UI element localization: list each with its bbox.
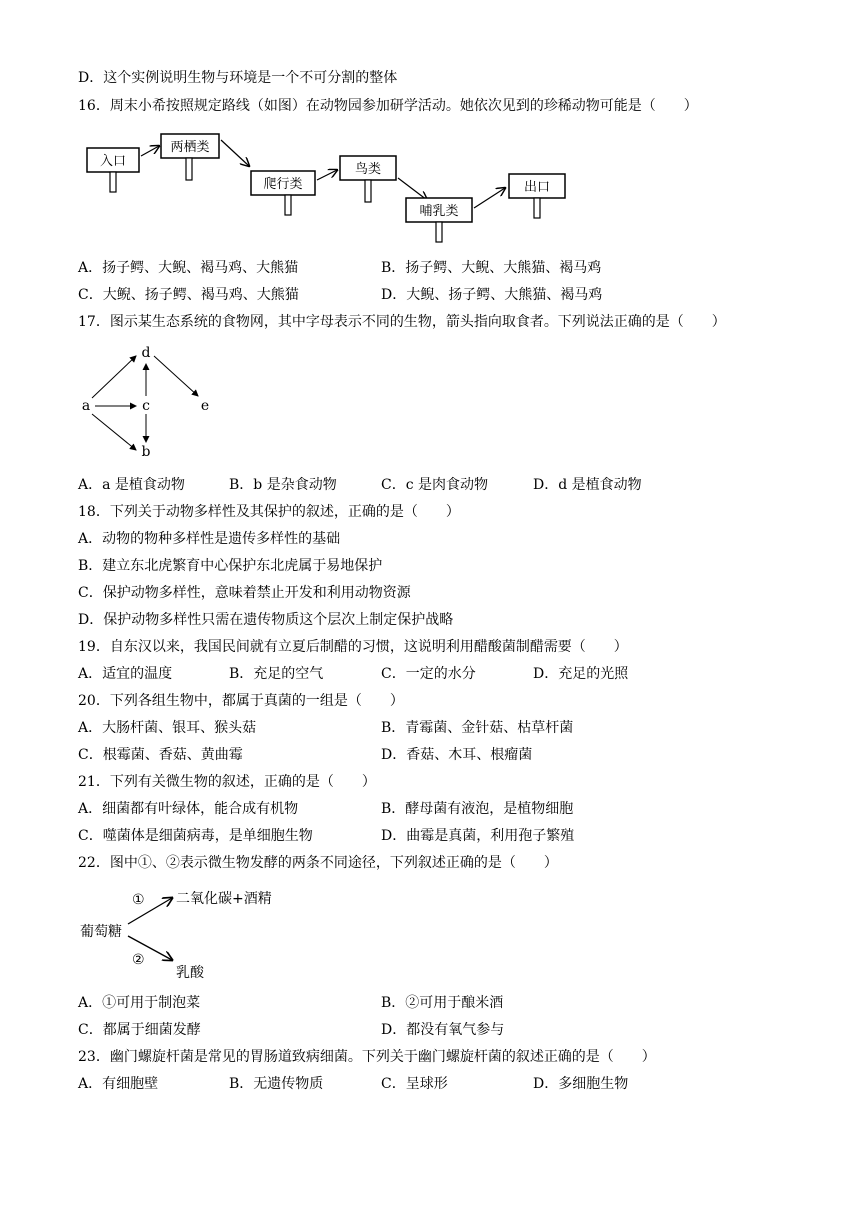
q19-option-d: D．充足的光照: [533, 666, 629, 682]
q19-stem: 19．自东汉以来，我国民间就有立夏后制醋的习惯，这说明利用醋酸菌制醋需要（ ）: [78, 639, 628, 655]
q20-option-d: D．香菇、木耳、根瘤菌: [381, 747, 533, 763]
q22-stem: 22．图中①、②表示微生物发酵的两条不同途径，下列叙述正确的是（ ）: [78, 855, 558, 871]
q23-option-b: B．无遗传物质: [229, 1076, 324, 1092]
q23-option-d: D．多细胞生物: [533, 1076, 629, 1092]
q23-stem: 23．幽门螺旋杆菌是常见的胃肠道致病细菌。下列关于幽门螺旋杆菌的叙述正确的是（ ）: [78, 1049, 656, 1065]
q16-option-d: D．大鲵、扬子鳄、大熊猫、褐马鸡: [381, 287, 603, 303]
q19-option-b: B．充足的空气: [229, 666, 324, 682]
q16-stem: 16．周末小希按照规定路线（如图）在动物园参加研学活动。她依次见到的珍稀动物可能是（ ）: [78, 98, 698, 114]
q20-option-c: C．根霉菌、香菇、黄曲霉: [78, 747, 243, 763]
q22-option-b: B．②可用于酿米酒: [381, 995, 504, 1011]
food-web-diagram: [78, 342, 218, 462]
q21-option-a: A．细菌都有叶绿体，能合成有机物: [78, 801, 299, 817]
q18-option-c: C．保护动物多样性，意味着禁止开发和利用动物资源: [78, 585, 411, 601]
sign-exit: [509, 174, 565, 218]
q18-stem: 18．下列关于动物多样性及其保护的叙述，正确的是（ ）: [78, 504, 460, 520]
q17-stem: 17．图示某生态系统的食物网，其中字母表示不同的生物，箭头指向取食者。下列说法正确的是（ ）: [78, 314, 726, 330]
sign-birds: [340, 156, 396, 202]
q20-stem: 20．下列各组生物中，都属于真菌的一组是（ ）: [78, 693, 404, 709]
q17-option-c: C．c 是肉食动物: [381, 477, 489, 493]
fermentation-diagram: [78, 884, 298, 980]
q18-option-a: A．动物的物种多样性是遗传多样性的基础: [78, 531, 341, 547]
sign-amphibians-label: 两栖类: [170, 140, 210, 155]
q21-stem: 21．下列有关微生物的叙述，正确的是（ ）: [78, 774, 376, 790]
path2-product: 乳酸: [176, 965, 204, 980]
sign-mammals: [406, 198, 472, 242]
q19-option-a: A．适宜的温度: [78, 666, 173, 682]
glucose-label: 葡萄糖: [80, 924, 122, 940]
q22-option-a: A．①可用于制泡菜: [78, 995, 201, 1011]
node-a: a: [81, 398, 91, 414]
q22-option-c: C．都属于细菌发酵: [78, 1022, 201, 1038]
q18-option-d: D．保护动物多样性只需在遗传物质这个层次上制定保护战略: [78, 612, 454, 628]
node-d: d: [141, 345, 151, 361]
q21-option-d: D．曲霉是真菌，利用孢子繁殖: [381, 828, 575, 844]
q20-option-a: A．大肠杆菌、银耳、猴头菇: [78, 720, 257, 736]
sign-birds-label: 鸟类: [354, 162, 382, 177]
path2-label: ②: [132, 952, 145, 968]
node-c: c: [142, 398, 150, 414]
q15-option-d: D．这个实例说明生物与环境是一个不可分割的整体: [78, 70, 398, 86]
q18-option-b: B．建立东北虎繁育中心保护东北虎属于易地保护: [78, 558, 383, 574]
path1-label: ①: [132, 892, 145, 908]
q17-option-d: D．d 是植食动物: [533, 477, 642, 493]
sign-amphibians: [161, 134, 219, 180]
path1-product: 二氧化碳+酒精: [176, 891, 272, 907]
sign-entrance-label: 入口: [99, 154, 127, 169]
q16-option-a: A．扬子鳄、大鲵、褐马鸡、大熊猫: [78, 260, 299, 276]
q22-option-d: D．都没有氧气参与: [381, 1022, 505, 1038]
sign-reptiles: [251, 171, 315, 215]
zoo-route-diagram: [85, 128, 585, 244]
node-b: b: [141, 444, 151, 460]
q23-option-c: C．呈球形: [381, 1076, 448, 1092]
sign-entrance: [87, 148, 139, 192]
sign-mammals-label: 哺乳类: [419, 204, 459, 219]
q17-option-a: A．a 是植食动物: [78, 477, 185, 493]
q16-option-c: C．大鲵、扬子鳄、褐马鸡、大熊猫: [78, 287, 299, 303]
q21-option-b: B．酵母菌有液泡，是植物细胞: [381, 801, 574, 817]
q17-option-b: B．b 是杂食动物: [229, 477, 337, 493]
q21-option-c: C．噬菌体是细菌病毒，是单细胞生物: [78, 828, 313, 844]
sign-reptiles-label: 爬行类: [263, 177, 303, 192]
sign-exit-label: 出口: [523, 180, 551, 195]
q23-option-a: A．有细胞壁: [78, 1076, 159, 1092]
node-e: e: [200, 398, 210, 414]
q19-option-c: C．一定的水分: [381, 666, 476, 682]
q20-option-b: B．青霉菌、金针菇、枯草杆菌: [381, 720, 574, 736]
q16-option-b: B．扬子鳄、大鲵、大熊猫、褐马鸡: [381, 260, 602, 276]
